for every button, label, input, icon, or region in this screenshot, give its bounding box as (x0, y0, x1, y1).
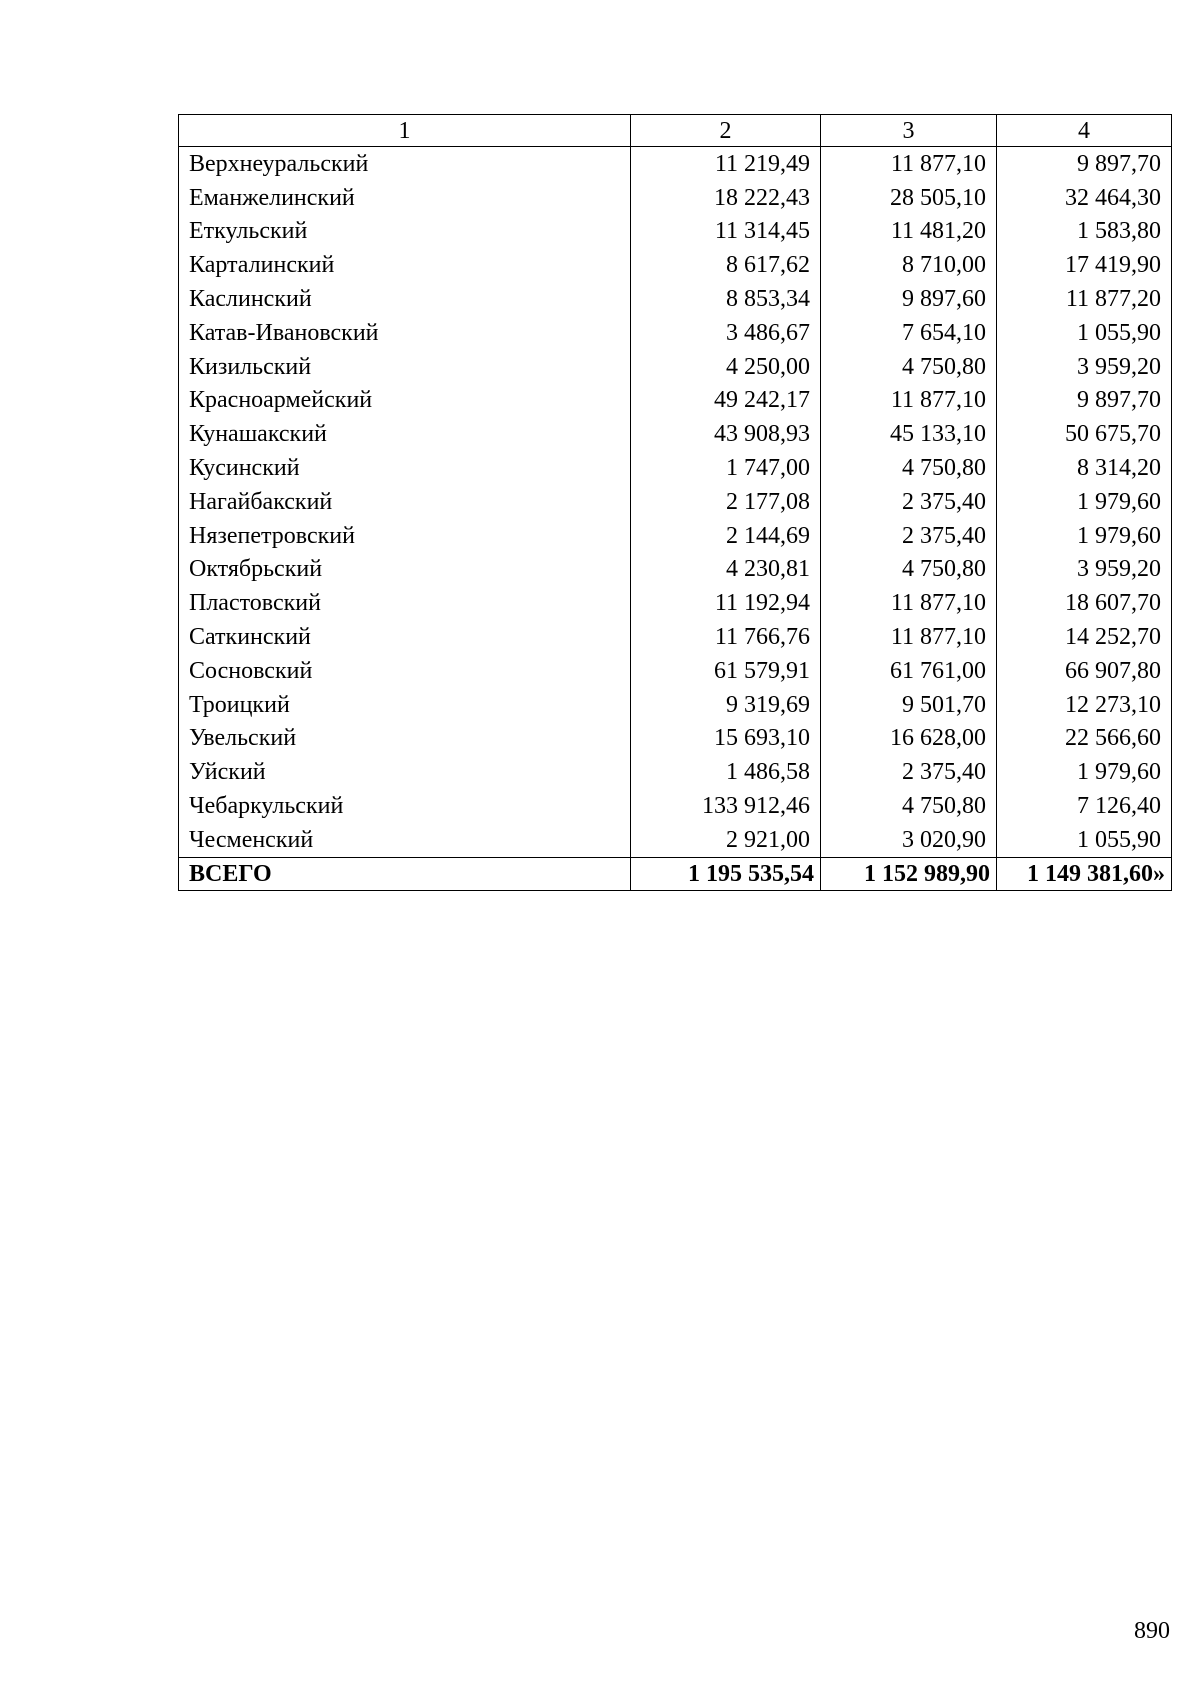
col-3-value-cell: 8 710,00 (821, 248, 997, 282)
district-name-cell: Чесменский (179, 823, 631, 857)
table-row (179, 248, 1172, 282)
table-header (179, 115, 1172, 147)
col-3-value-cell: 11 877,10 (821, 620, 997, 654)
district-name-cell: Еманжелинский (179, 181, 631, 215)
col-3-value-cell: 2 375,40 (821, 485, 997, 519)
col-4-value-cell: 3 959,20 (997, 350, 1172, 384)
col-2-value-cell: 3 486,67 (631, 316, 821, 350)
col-3-value-cell: 11 481,20 (821, 215, 997, 249)
col-2-value-cell: 2 921,00 (631, 823, 821, 857)
table-row (179, 485, 1172, 519)
total-row (179, 857, 1172, 890)
col-4-value-cell: 32 464,30 (997, 181, 1172, 215)
table-row (179, 350, 1172, 384)
table-row (179, 823, 1172, 857)
page-number: 890 (1134, 1618, 1170, 1644)
col-3-value-cell: 45 133,10 (821, 417, 997, 451)
table-row (179, 316, 1172, 350)
header-row (179, 115, 1172, 147)
col-2-value-cell: 4 250,00 (631, 350, 821, 384)
district-name-cell: Октябрьский (179, 553, 631, 587)
district-name-cell: Саткинский (179, 620, 631, 654)
total-col-2-cell: 1 195 535,54 (631, 857, 821, 890)
district-name-cell: Увельский (179, 722, 631, 756)
col-2-value-cell: 8 853,34 (631, 282, 821, 316)
col-2-value-cell: 11 314,45 (631, 215, 821, 249)
col-3-value-cell: 4 750,80 (821, 553, 997, 587)
col-3-value-cell: 16 628,00 (821, 722, 997, 756)
col-2-value-cell: 61 579,91 (631, 654, 821, 688)
district-name-cell: Пластовский (179, 586, 631, 620)
col-2-value-cell: 18 222,43 (631, 181, 821, 215)
col-4-value-cell: 22 566,60 (997, 722, 1172, 756)
table-row (179, 755, 1172, 789)
col-3-value-cell: 3 020,90 (821, 823, 997, 857)
table-row (179, 722, 1172, 756)
table-row (179, 553, 1172, 587)
col-4-value-cell: 14 252,70 (997, 620, 1172, 654)
table-row (179, 215, 1172, 249)
col-3-value-cell: 7 654,10 (821, 316, 997, 350)
col-3-value-cell: 2 375,40 (821, 519, 997, 553)
col-2-value-cell: 1 747,00 (631, 451, 821, 485)
table-row (179, 181, 1172, 215)
col-4-value-cell: 12 273,10 (997, 688, 1172, 722)
col-4-value-cell: 50 675,70 (997, 417, 1172, 451)
district-name-cell: Кизильский (179, 350, 631, 384)
table-row (179, 620, 1172, 654)
col-2-value-cell: 133 912,46 (631, 789, 821, 823)
table-row (179, 789, 1172, 823)
district-name-cell: Кунашакский (179, 417, 631, 451)
col-3-value-cell: 4 750,80 (821, 350, 997, 384)
table-row (179, 451, 1172, 485)
col-4-value-cell: 1 055,90 (997, 823, 1172, 857)
table-row (179, 654, 1172, 688)
table-row (179, 586, 1172, 620)
col-4-value-cell: 8 314,20 (997, 451, 1172, 485)
table-row (179, 519, 1172, 553)
table-row (179, 147, 1172, 181)
table-row (179, 282, 1172, 316)
col-2-value-cell: 2 144,69 (631, 519, 821, 553)
table-row (179, 688, 1172, 722)
col-4-value-cell: 9 897,70 (997, 384, 1172, 418)
col-4-value-cell: 1 979,60 (997, 755, 1172, 789)
header-cell-4: 4 (997, 115, 1172, 147)
col-4-value-cell: 1 979,60 (997, 519, 1172, 553)
col-4-value-cell: 17 419,90 (997, 248, 1172, 282)
col-3-value-cell: 4 750,80 (821, 789, 997, 823)
col-2-value-cell: 8 617,62 (631, 248, 821, 282)
col-3-value-cell: 4 750,80 (821, 451, 997, 485)
header-cell-3: 3 (821, 115, 997, 147)
col-2-value-cell: 15 693,10 (631, 722, 821, 756)
district-name-cell: Верхнеуральский (179, 147, 631, 181)
col-4-value-cell: 1 583,80 (997, 215, 1172, 249)
district-name-cell: Уйский (179, 755, 631, 789)
col-4-value-cell: 7 126,40 (997, 789, 1172, 823)
col-4-value-cell: 11 877,20 (997, 282, 1172, 316)
col-3-value-cell: 28 505,10 (821, 181, 997, 215)
col-2-value-cell: 9 319,69 (631, 688, 821, 722)
total-label-cell: ВСЕГО (179, 857, 631, 890)
col-3-value-cell: 61 761,00 (821, 654, 997, 688)
district-name-cell: Троицкий (179, 688, 631, 722)
district-name-cell: Нязепетровский (179, 519, 631, 553)
col-4-value-cell: 3 959,20 (997, 553, 1172, 587)
table-body (179, 147, 1172, 891)
total-col-3-cell: 1 152 989,90 (821, 857, 997, 890)
district-name-cell: Карталинский (179, 248, 631, 282)
col-2-value-cell: 1 486,58 (631, 755, 821, 789)
district-name-cell: Красноармейский (179, 384, 631, 418)
district-name-cell: Еткульский (179, 215, 631, 249)
total-col-4-cell: 1 149 381,60» (997, 857, 1172, 890)
col-3-value-cell: 9 897,60 (821, 282, 997, 316)
district-name-cell: Чебаркульский (179, 789, 631, 823)
col-4-value-cell: 18 607,70 (997, 586, 1172, 620)
district-name-cell: Кусинский (179, 451, 631, 485)
header-cell-2: 2 (631, 115, 821, 147)
col-2-value-cell: 11 766,76 (631, 620, 821, 654)
col-2-value-cell: 4 230,81 (631, 553, 821, 587)
col-2-value-cell: 49 242,17 (631, 384, 821, 418)
col-3-value-cell: 9 501,70 (821, 688, 997, 722)
col-4-value-cell: 66 907,80 (997, 654, 1172, 688)
district-name-cell: Катав-Ивановский (179, 316, 631, 350)
col-3-value-cell: 2 375,40 (821, 755, 997, 789)
header-cell-1: 1 (179, 115, 631, 147)
col-4-value-cell: 9 897,70 (997, 147, 1172, 181)
district-name-cell: Каслинский (179, 282, 631, 316)
col-4-value-cell: 1 979,60 (997, 485, 1172, 519)
col-2-value-cell: 2 177,08 (631, 485, 821, 519)
col-4-value-cell: 1 055,90 (997, 316, 1172, 350)
district-name-cell: Сосновский (179, 654, 631, 688)
col-2-value-cell: 43 908,93 (631, 417, 821, 451)
table-row (179, 417, 1172, 451)
col-3-value-cell: 11 877,10 (821, 586, 997, 620)
district-name-cell: Нагайбакский (179, 485, 631, 519)
col-2-value-cell: 11 192,94 (631, 586, 821, 620)
col-3-value-cell: 11 877,10 (821, 384, 997, 418)
data-table (178, 114, 1172, 891)
col-3-value-cell: 11 877,10 (821, 147, 997, 181)
col-2-value-cell: 11 219,49 (631, 147, 821, 181)
table-row (179, 384, 1172, 418)
